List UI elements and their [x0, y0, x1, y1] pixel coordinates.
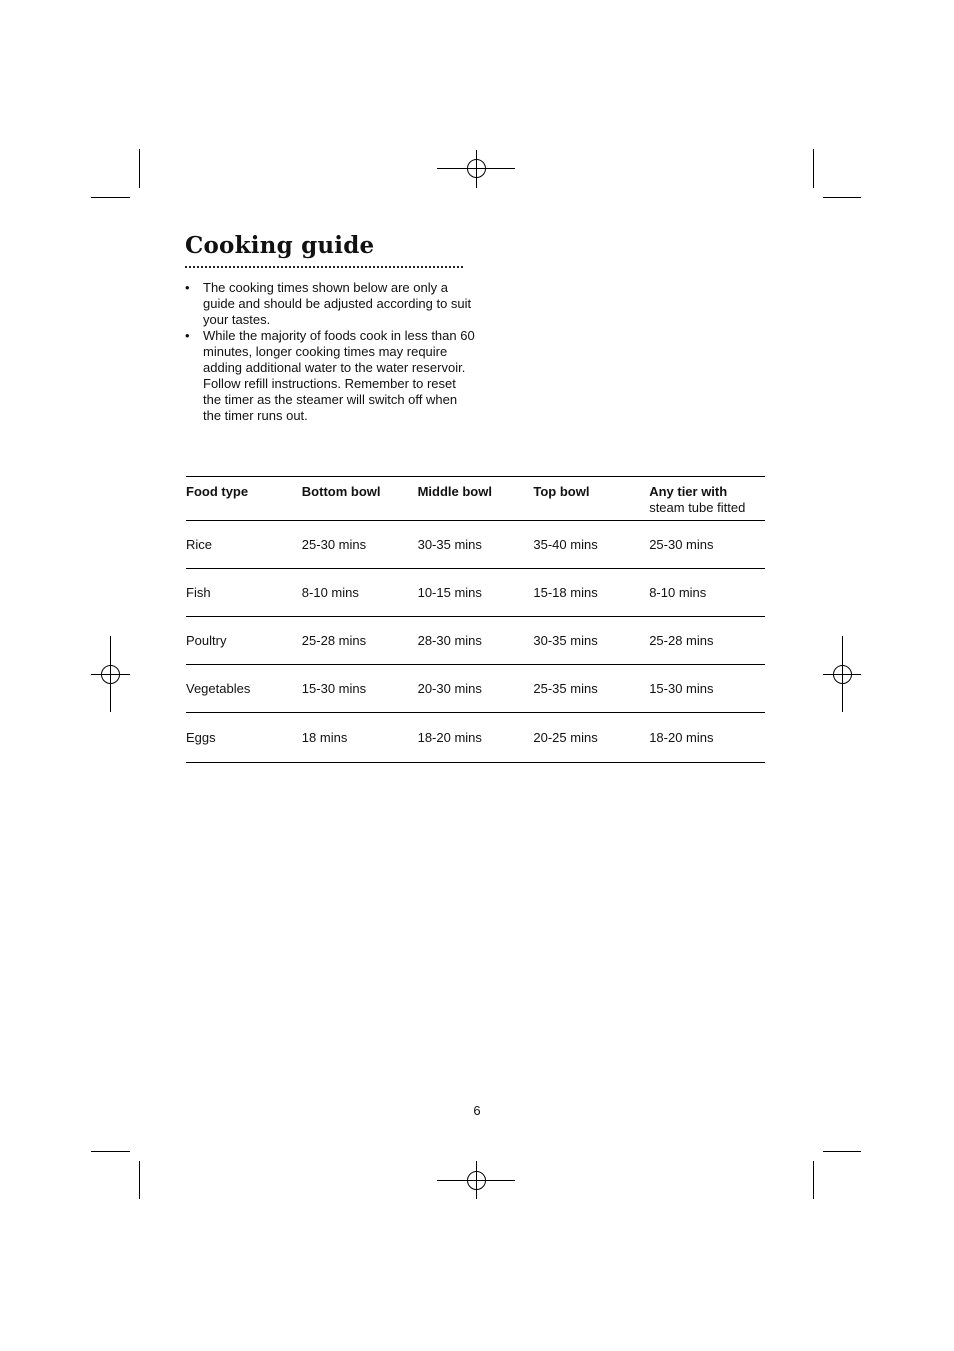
- header-any-tier-sublabel: steam tube fitted: [649, 500, 746, 515]
- table-cell: 35-40 mins: [533, 536, 598, 552]
- intro-bullet: • While the majority of foods cook in less than 60 minutes, longer cooking times may require adding additional water to the water reservoir. Follow refill instructions. Remember to reset the timer as the steamer will switch off when the timer runs out.: [185, 328, 475, 424]
- table-cell: 25-28 mins: [649, 632, 714, 648]
- table-cell: 8-10 mins: [649, 584, 707, 600]
- table-cell: 18-20 mins: [649, 729, 714, 745]
- registration-circle: [101, 665, 120, 684]
- page-title: Cooking guide: [185, 232, 375, 259]
- table-cell: 15-30 mins: [649, 680, 714, 696]
- table-header-row: [186, 477, 765, 521]
- crop-mark: [139, 149, 140, 188]
- table-cell: 8-10 mins: [301, 584, 359, 600]
- intro-bullet-list: [185, 280, 475, 424]
- header-middle-bowl: Middle bowl: [417, 484, 492, 499]
- table-row: [186, 713, 765, 763]
- table-cell-food: Eggs: [186, 729, 216, 745]
- table-cell: 30-35 mins: [417, 536, 482, 552]
- table-row: [186, 569, 765, 617]
- header-food-type: Food type: [186, 484, 249, 499]
- title-dotted-rule: [185, 266, 463, 268]
- table-row: [186, 617, 765, 665]
- table-row: [186, 521, 765, 569]
- table-cell: 15-18 mins: [533, 584, 598, 600]
- table-cell: 18 mins: [301, 729, 348, 745]
- crop-mark: [823, 197, 861, 198]
- crop-mark: [813, 1161, 814, 1199]
- intro-bullet: • The cooking times shown below are only a guide and should be adjusted according to suit your tastes.: [185, 280, 475, 328]
- registration-circle: [833, 665, 852, 684]
- table-cell: 30-35 mins: [533, 632, 598, 648]
- table-cell: 25-35 mins: [533, 680, 598, 696]
- table-cell: 25-28 mins: [301, 632, 367, 648]
- registration-circle: [467, 1171, 486, 1190]
- table-row: [186, 665, 765, 713]
- table-cell: 10-15 mins: [417, 584, 482, 600]
- table-cell: 25-30 mins: [649, 536, 714, 552]
- header-any-tier: [649, 477, 765, 521]
- table-cell-food: Vegetables: [186, 680, 251, 696]
- crop-mark: [823, 1151, 861, 1152]
- header-bottom-bowl: Bottom bowl: [301, 484, 381, 499]
- page-number: 6: [473, 1103, 481, 1118]
- table-cell-food: Poultry: [186, 632, 227, 648]
- table-cell: 25-30 mins: [301, 536, 367, 552]
- table-cell: 18-20 mins: [417, 729, 482, 745]
- table-cell: 15-30 mins: [301, 680, 367, 696]
- table-cell: 28-30 mins: [417, 632, 482, 648]
- header-top-bowl: Top bowl: [533, 484, 590, 499]
- table-cell: 20-25 mins: [533, 729, 598, 745]
- registration-circle: [467, 159, 486, 178]
- table-cell: 20-30 mins: [417, 680, 482, 696]
- table-cell-food: Rice: [186, 536, 213, 552]
- crop-mark: [139, 1161, 140, 1199]
- header-any-tier-label: Any tier with: [649, 484, 728, 499]
- table-cell-food: Fish: [186, 584, 211, 600]
- cooking-times-table: [186, 476, 765, 763]
- crop-mark: [91, 197, 130, 198]
- crop-mark: [91, 1151, 130, 1152]
- crop-mark: [813, 149, 814, 188]
